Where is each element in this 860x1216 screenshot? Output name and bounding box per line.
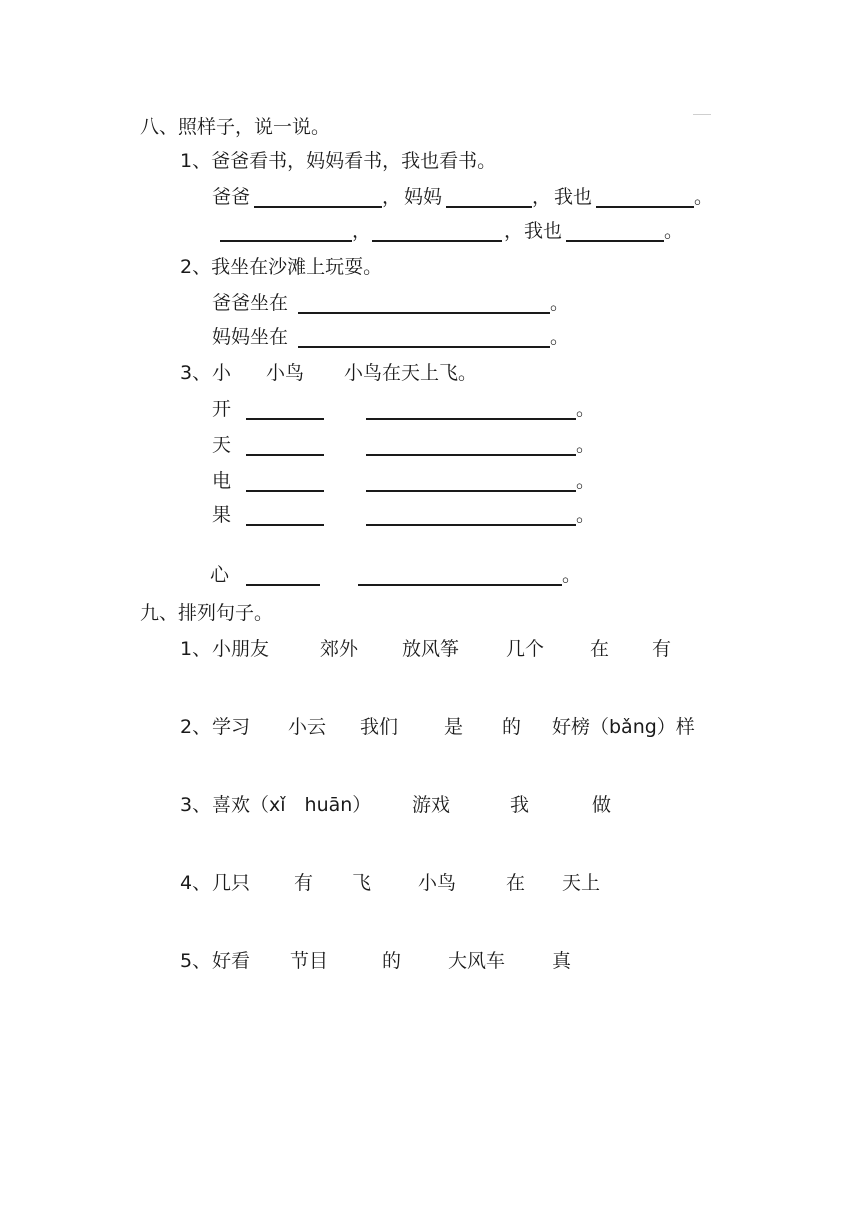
q3-row-blank-long[interactable] [358, 584, 562, 586]
q3-row-blank-long[interactable] [366, 524, 576, 526]
q1-example: 1、爸爸看书，妈妈看书，我也看书。 [180, 150, 497, 172]
order-word: 飞 [352, 872, 372, 894]
q3-row-end: 。 [576, 470, 596, 492]
order-word: 放风筝 [402, 638, 460, 660]
order-word: 几只 [212, 872, 251, 894]
order-word: 喜欢（xǐ huān） [212, 794, 372, 816]
q1-line2-comma-1: ， [352, 220, 372, 242]
q1-line2-end: 。 [664, 220, 684, 242]
q3-row-end: 。 [576, 434, 596, 456]
q1-line2-c: 我也 [524, 220, 563, 242]
order-word: 是 [444, 716, 464, 738]
q2-line1-prefix: 爸爸坐在 [212, 292, 289, 314]
q1-line1-blank-1[interactable] [254, 206, 382, 208]
q1-line1-a: 爸爸 [212, 186, 251, 208]
q3-row-end: 。 [576, 398, 596, 420]
q1-line2-blank-1[interactable] [220, 240, 352, 242]
order-word: 小鸟 [418, 872, 457, 894]
q2-example: 2、我坐在沙滩上玩耍。 [180, 256, 383, 278]
order-word: 天上 [562, 872, 601, 894]
q3-example-1: 小 [212, 362, 232, 384]
q3-row-blank-short[interactable] [246, 524, 324, 526]
q1-line1-end: 。 [694, 186, 714, 208]
q1-line2-blank-3[interactable] [566, 240, 664, 242]
q2-line1-end: 。 [550, 292, 570, 314]
order-item-number: 1、 [180, 638, 212, 660]
order-word: 游戏 [412, 794, 451, 816]
q3-row-blank-short[interactable] [246, 490, 324, 492]
q3-row-end: 。 [562, 564, 582, 586]
q2-line2-prefix: 妈妈坐在 [212, 326, 289, 348]
order-word: 在 [506, 872, 526, 894]
section-9-title: 九、排列句子。 [140, 602, 274, 624]
q2-line2-blank[interactable] [298, 346, 550, 348]
order-word: 真 [552, 950, 572, 972]
order-word: 我 [510, 794, 530, 816]
q3-row-char: 电 [212, 470, 232, 492]
order-item-number: 3、 [180, 794, 212, 816]
q3-row-blank-short[interactable] [246, 584, 320, 586]
q1-line1-comma-2: ， [532, 186, 552, 208]
q3-row-char: 心 [210, 564, 230, 586]
q3-row-blank-long[interactable] [366, 490, 576, 492]
q3-row-blank-short[interactable] [246, 454, 324, 456]
order-word: 节目 [290, 950, 329, 972]
q3-row-blank-long[interactable] [366, 454, 576, 456]
q3-number: 3、 [180, 362, 212, 384]
order-word: 好看 [212, 950, 251, 972]
q3-example-2: 小鸟 [266, 362, 305, 384]
q3-row-blank-long[interactable] [366, 418, 576, 420]
order-word: 小云 [288, 716, 327, 738]
q3-row-blank-short[interactable] [246, 418, 324, 420]
order-word: 大风车 [448, 950, 506, 972]
order-item-number: 2、 [180, 716, 212, 738]
q3-row-char: 开 [212, 398, 232, 420]
order-word: 好榜（bǎng）样 [552, 716, 695, 738]
q3-row-end: 。 [576, 504, 596, 526]
order-word: 做 [592, 794, 612, 816]
order-word: 在 [590, 638, 610, 660]
order-word: 几个 [506, 638, 545, 660]
order-word: 有 [294, 872, 314, 894]
corner-mark [693, 114, 711, 115]
q1-line1-c: 我也 [554, 186, 593, 208]
q1-line1-blank-3[interactable] [596, 206, 694, 208]
q2-line1-blank[interactable] [298, 312, 550, 314]
q3-row-char: 天 [212, 434, 232, 456]
q1-line1-b: 妈妈 [404, 186, 443, 208]
section-8-title: 八、照样子，说一说。 [140, 116, 331, 138]
q1-line2-blank-2[interactable] [372, 240, 502, 242]
q1-line1-blank-2[interactable] [446, 206, 532, 208]
order-item-number: 4、 [180, 872, 212, 894]
order-item-number: 5、 [180, 950, 212, 972]
order-word: 小朋友 [212, 638, 270, 660]
order-word: 我们 [360, 716, 399, 738]
order-word: 郊外 [320, 638, 359, 660]
order-word: 学习 [212, 716, 251, 738]
q1-line1-comma-1: ， [382, 186, 402, 208]
q2-line2-end: 。 [550, 326, 570, 348]
order-word: 有 [652, 638, 672, 660]
q3-example-3: 小鸟在天上飞。 [344, 362, 478, 384]
q1-line2-comma-2: ， [504, 220, 524, 242]
q3-row-char: 果 [212, 504, 232, 526]
order-word: 的 [502, 716, 522, 738]
order-word: 的 [382, 950, 402, 972]
